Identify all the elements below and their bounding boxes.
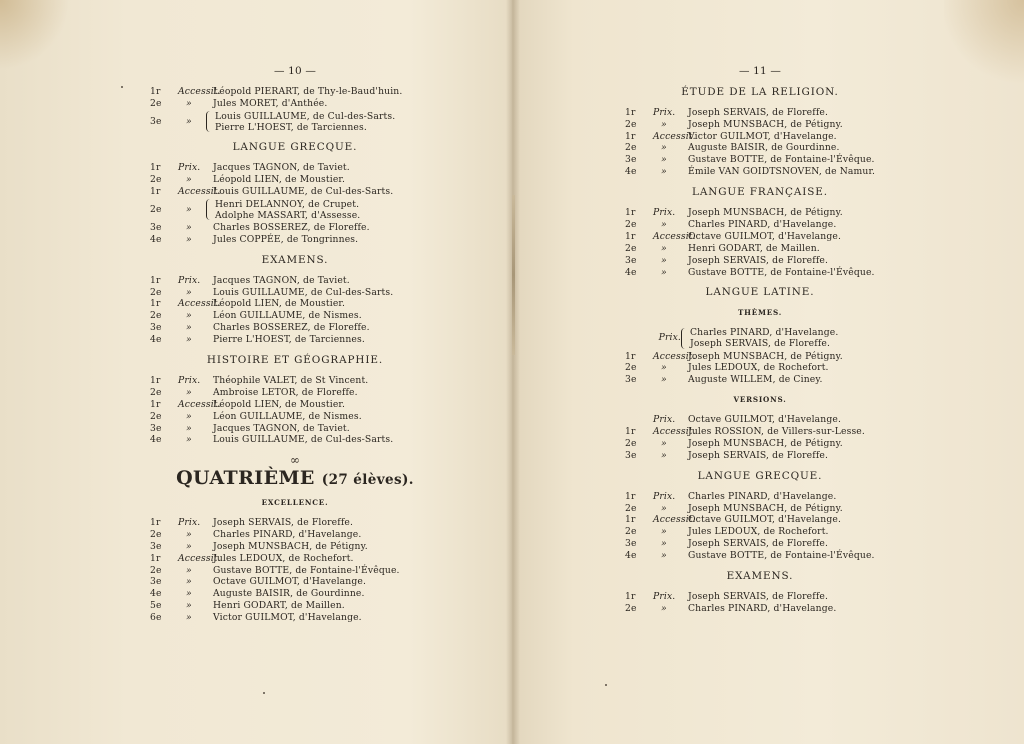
entry-award: » (661, 550, 667, 562)
entry-award: » (661, 538, 667, 550)
entry-name: Léon GUILLAUME, de Nismes. (213, 410, 362, 422)
entry-name: Henri GODART, de Maillen. (213, 600, 345, 612)
entry-award: » (661, 218, 667, 230)
entry-rank: 3e (150, 322, 162, 334)
entry-name: Joseph SERVAIS, de Floreffe. (688, 254, 829, 266)
entry-award: » (661, 254, 667, 266)
list-item (625, 154, 895, 166)
entry-name: Jules COPPÉE, de Tongrinnes. (213, 233, 359, 245)
entry-name: Jules LEDOUX, de Rochefort. (688, 526, 829, 538)
list-item (215, 199, 360, 210)
list-item (625, 362, 895, 374)
entry-award: Accessit. (653, 514, 696, 526)
entry-award: » (186, 576, 192, 588)
entry-name: Auguste WILLEM, de Ciney. (688, 374, 823, 386)
themes-brace-group (625, 327, 895, 349)
brace-entry (150, 111, 440, 133)
entry-rank: 6e (150, 612, 162, 624)
entry-award: Prix. (178, 274, 201, 286)
themes-entries (625, 351, 895, 387)
entry-award: Accessit. (178, 85, 221, 97)
entry-name: Joseph SERVAIS, de Floreffe. (688, 449, 829, 461)
entry-award: Accessit. (653, 426, 696, 438)
entry-name: Gustave BOTTE, de Fontaine-l'Évêque. (688, 154, 875, 166)
entry-rank: 1r (625, 426, 636, 438)
entry-rank: 3e (625, 254, 637, 266)
list-item (625, 374, 895, 386)
top-entries (150, 86, 440, 110)
entry-award: » (661, 142, 667, 154)
entry-award: » (661, 437, 667, 449)
entry-rank: 2e (625, 218, 637, 230)
list-item (625, 603, 895, 615)
section-entries (625, 207, 895, 278)
entry-rank: 2e (625, 362, 637, 374)
entry-name: Henri GODART, de Maillen. (688, 242, 820, 254)
list-item (150, 588, 440, 600)
entry-name: Ambroise LETOR, de Floreffe. (213, 386, 358, 398)
entry-award: Prix. (658, 332, 681, 344)
entry-name: Pierre L'HOEST, de Tarciennes. (215, 121, 367, 133)
entry-award: Prix. (653, 207, 676, 219)
list-item (690, 338, 838, 349)
list-item (150, 612, 440, 624)
entry-award: Accessit. (178, 398, 221, 410)
entry-rank: 3e (625, 538, 637, 550)
list-item (625, 107, 895, 119)
class-heading-count: (27 élèves). (321, 472, 414, 489)
entry-name: Gustave BOTTE, de Fontaine-l'Évêque. (688, 266, 875, 278)
brace-label (150, 116, 206, 128)
entry-rank: 1r (150, 274, 161, 286)
list-item (625, 166, 895, 178)
list-item (625, 503, 895, 515)
section-entries (150, 375, 440, 446)
top-brace-group (150, 111, 440, 133)
brace-names (215, 199, 360, 221)
list-item (150, 174, 440, 186)
list-item (150, 565, 440, 577)
list-item (150, 86, 440, 98)
entry-award: » (661, 242, 667, 254)
entry-award: » (186, 286, 192, 298)
list-item (150, 576, 440, 588)
list-item (150, 222, 440, 234)
list-item (150, 517, 440, 529)
entry-name: Henri DELANNOY, de Crupet. (215, 198, 360, 210)
entry-name: Victor GUILMOT, d'Havelange. (213, 612, 362, 624)
binding-thread (512, 195, 515, 355)
entry-name: Charles PINARD, d'Havelange. (688, 602, 837, 614)
entry-award: Prix. (653, 490, 676, 502)
list-item (150, 275, 440, 287)
entry-rank: 1r (625, 207, 636, 219)
entry-rank: 4e (625, 550, 637, 562)
list-item (150, 287, 440, 299)
entry-name: Charles PINARD, d'Havelange. (688, 218, 837, 230)
list-item (150, 375, 440, 387)
entry-name: Joseph SERVAIS, de Floreffe. (688, 106, 829, 118)
entry-name: Théophile VALET, de St Vincent. (213, 374, 369, 386)
entry-name: Charles PINARD, d'Havelange. (690, 327, 839, 339)
subsection-title: VERSIONS. (733, 395, 787, 405)
list-item (150, 334, 440, 346)
list-item (625, 351, 895, 363)
entry-rank: 3e (150, 422, 162, 434)
entry-name: Octave GUILMOT, d'Havelange. (213, 576, 367, 588)
entry-name: Léopold LIEN, de Moustier. (213, 398, 346, 410)
list-item (150, 411, 440, 423)
entry-award: » (186, 222, 192, 234)
list-item (150, 162, 440, 174)
list-item (625, 526, 895, 538)
entry-award: » (186, 322, 192, 334)
list-item (150, 387, 440, 399)
entry-name: Joseph SERVAIS, de Floreffe. (690, 338, 831, 350)
entry-name: Louis GUILLAUME, de Cul-des-Sarts. (213, 286, 394, 298)
section-title: EXAMENS. (726, 569, 794, 582)
entry-award: » (186, 386, 192, 398)
entry-name: Gustave BOTTE, de Fontaine-l'Évêque. (213, 564, 400, 576)
entry-rank: 4e (625, 266, 637, 278)
entry-name: Octave GUILMOT, d'Havelange. (688, 230, 842, 242)
left-page-column (150, 66, 440, 624)
entry-rank: 1r (150, 517, 161, 529)
entry-rank: 4e (150, 233, 162, 245)
entry-name: Gustave BOTTE, de Fontaine-l'Évêque. (688, 550, 875, 562)
entry-name: Joseph SERVAIS, de Floreffe. (213, 517, 354, 529)
book-gutter (506, 0, 520, 744)
entry-rank: 3e (625, 374, 637, 386)
brace-label (150, 204, 206, 216)
entry-rank: 1r (150, 185, 161, 197)
entry-award: » (661, 362, 667, 374)
list-item (625, 438, 895, 450)
entry-rank: 4e (150, 334, 162, 346)
entry-rank: 2e (625, 602, 637, 614)
entry-award: » (661, 166, 667, 178)
section-title: LANGUE GRECQUE. (697, 469, 823, 482)
list-item (625, 550, 895, 562)
section-entries (625, 107, 895, 178)
entry-award: » (661, 266, 667, 278)
entry-award: Accessit. (178, 298, 221, 310)
entry-rank: 2e (150, 310, 162, 322)
entry-name: Jules LEDOUX, de Rochefort. (213, 552, 354, 564)
list-item (215, 111, 395, 122)
entry-rank: 1r (150, 552, 161, 564)
entry-award: » (661, 449, 667, 461)
ornament: ∞ (289, 453, 301, 468)
paper-stain (944, 0, 1024, 90)
page-number: — 11 — (739, 65, 781, 77)
entry-rank: 1r (150, 374, 161, 386)
entry-rank: 1r (625, 490, 636, 502)
entry-award: » (186, 203, 192, 215)
entry-name: Jules LEDOUX, de Rochefort. (688, 362, 829, 374)
entry-award: Prix. (653, 106, 676, 118)
list-item (150, 600, 440, 612)
entry-name: Louis GUILLAUME, de Cul-des-Sarts. (213, 434, 394, 446)
entry-award: » (661, 154, 667, 166)
entry-rank: 2e (150, 410, 162, 422)
entry-rank: 2e (150, 528, 162, 540)
entry-award: » (186, 612, 192, 624)
right-sections (625, 87, 895, 279)
paper-speck (263, 692, 265, 694)
versions-entries (625, 414, 895, 462)
list-item (150, 423, 440, 435)
entry-name: Jules ROSSION, de Villers-sur-Lesse. (688, 426, 865, 438)
list-item (625, 426, 895, 438)
entry-rank: 2e (150, 286, 162, 298)
entry-award: Prix. (653, 590, 676, 602)
list-item (150, 529, 440, 541)
entry-name: Joseph MUNSBACH, de Pétigny. (688, 437, 843, 449)
entry-name: Émile VAN GOIDTSNOVEN, de Namur. (688, 166, 876, 178)
excellence-title: EXCELLENCE. (261, 498, 329, 508)
list-item (625, 243, 895, 255)
entry-name: Léopold LIEN, de Moustier. (213, 173, 346, 185)
section-title: LANGUE FRANÇAISE. (692, 186, 828, 199)
list-item (625, 450, 895, 462)
excellence-entries (150, 517, 440, 624)
entry-rank: 1r (625, 130, 636, 142)
list-item (625, 207, 895, 219)
list-item (625, 591, 895, 603)
entry-award: » (186, 434, 192, 446)
entry-name: Joseph MUNSBACH, de Pétigny. (688, 350, 843, 362)
entry-rank: 2e (150, 173, 162, 185)
entry-name: Léon GUILLAUME, de Nismes. (213, 310, 362, 322)
entry-rank: 1r (625, 106, 636, 118)
entry-rank: 1r (150, 85, 161, 97)
section-title: LANGUE LATINE. (705, 286, 815, 299)
entry-name: Charles BOSSEREZ, de Floreffe. (213, 322, 370, 334)
entry-rank: 2e (150, 564, 162, 576)
entry-name: Jacques TAGNON, de Taviet. (213, 274, 350, 286)
list-item (150, 298, 440, 310)
entry-award: » (186, 540, 192, 552)
entry-name: Louis GUILLAUME, de Cul-des-Sarts. (213, 185, 394, 197)
entry-rank: 2e (625, 118, 637, 130)
entry-name: Joseph SERVAIS, de Floreffe. (688, 538, 829, 550)
list-item (625, 131, 895, 143)
list-item (625, 142, 895, 154)
right-page (512, 0, 1024, 744)
list-item (625, 491, 895, 503)
entry-award: Prix. (653, 414, 676, 426)
list-item (215, 122, 395, 133)
entry-name: Joseph MUNSBACH, de Pétigny. (688, 118, 843, 130)
entry-rank: 1r (625, 590, 636, 602)
list-item (150, 310, 440, 322)
paper-stain (0, 0, 70, 70)
entry-rank: 1r (625, 230, 636, 242)
entry-award: » (186, 115, 192, 127)
entry-name: Louis GUILLAUME, de Cul-des-Sarts. (215, 110, 396, 122)
entry-rank: 4e (150, 588, 162, 600)
entry-name: Jacques TAGNON, de Taviet. (213, 161, 350, 173)
entry-rank: 5e (150, 600, 162, 612)
entry-name: Auguste BAISIR, de Gourdinne. (688, 142, 840, 154)
entry-name: Joseph MUNSBACH, de Pétigny. (213, 540, 368, 552)
list-item (625, 267, 895, 279)
entry-award: » (186, 528, 192, 540)
entry-award: Accessit. (653, 230, 696, 242)
entry-rank (625, 414, 653, 426)
entry-rank: 2e (150, 386, 162, 398)
list-item (625, 219, 895, 231)
entry-rank: 2e (625, 437, 637, 449)
brace-mark (681, 328, 688, 349)
section-title: LANGUE GRECQUE. (232, 141, 358, 154)
entry-award: » (661, 118, 667, 130)
paper-speck (121, 86, 123, 88)
entry-name: Auguste BAISIR, de Gourdinne. (213, 588, 365, 600)
list-item (150, 234, 440, 246)
entry-rank: 3e (150, 540, 162, 552)
list-item (625, 414, 895, 426)
entry-rank: 1r (150, 298, 161, 310)
entry-award: » (186, 600, 192, 612)
section-entries (625, 591, 895, 615)
entry-name: Jules MORET, d'Anthée. (213, 97, 328, 109)
entry-rank: 3e (625, 449, 637, 461)
page-number: — 10 — (274, 65, 316, 77)
entry-award: » (186, 410, 192, 422)
entry-rank: 1r (625, 350, 636, 362)
entry-name: Octave GUILMOT, d'Havelange. (688, 414, 842, 426)
left-sections (150, 142, 440, 446)
entry-award: » (186, 310, 192, 322)
entry-award: Accessit. (653, 130, 696, 142)
entry-rank: 1r (150, 161, 161, 173)
entry-award: » (186, 97, 192, 109)
entry-award: » (186, 173, 192, 185)
list-item (625, 514, 895, 526)
entry-rank: 1r (150, 398, 161, 410)
list-item (690, 327, 838, 338)
entry-award: » (186, 233, 192, 245)
entry-name: Joseph MUNSBACH, de Pétigny. (688, 502, 843, 514)
entry-rank: 2e (625, 502, 637, 514)
entry-name: Pierre L'HOEST, de Tarciennes. (213, 334, 365, 346)
list-item (150, 541, 440, 553)
section-title: EXAMENS. (261, 253, 329, 266)
brace-label (625, 332, 681, 344)
entry-award: Prix. (178, 161, 201, 173)
entry-rank: 3e (150, 115, 162, 127)
entry-rank: 4e (625, 166, 637, 178)
list-item (150, 553, 440, 565)
right-page-column (625, 66, 895, 615)
list-item (150, 399, 440, 411)
list-item (150, 186, 440, 198)
list-item (215, 210, 360, 221)
subsection-title: THÈMES. (737, 308, 783, 318)
entry-award: » (661, 526, 667, 538)
entry-name: Octave GUILMOT, d'Havelange. (688, 514, 842, 526)
entry-rank: 1r (625, 514, 636, 526)
entry-rank: 2e (625, 142, 637, 154)
section-entries (150, 162, 440, 246)
brace-names (690, 327, 838, 349)
entry-award: Prix. (178, 374, 201, 386)
entry-award: » (186, 334, 192, 346)
entry-award: Accessit. (178, 185, 221, 197)
section-entries (150, 275, 440, 346)
section-entries (625, 491, 895, 562)
list-item (625, 231, 895, 243)
entry-award: Accessit. (653, 350, 696, 362)
entry-rank: 2e (625, 242, 637, 254)
list-item (625, 119, 895, 131)
brace-mark (206, 199, 213, 220)
entry-name: Jacques TAGNON, de Taviet. (213, 422, 350, 434)
entry-name: Joseph SERVAIS, de Floreffe. (688, 590, 829, 602)
entry-award: » (661, 502, 667, 514)
entry-award: » (186, 588, 192, 600)
entry-name: Charles PINARD, d'Havelange. (213, 528, 362, 540)
entry-name: Victor GUILMOT, d'Havelange. (688, 130, 837, 142)
class-heading-title: QUATRIÈME (176, 467, 315, 490)
entry-name: Charles BOSSEREZ, de Floreffe. (213, 222, 370, 234)
entry-award: » (186, 564, 192, 576)
class-heading (150, 467, 440, 490)
list-item (150, 98, 440, 110)
entry-award: Accessit. (178, 552, 221, 564)
entry-rank: 4e (150, 434, 162, 446)
entry-award: » (661, 602, 667, 614)
list-item (150, 434, 440, 446)
entry-rank: 3e (150, 222, 162, 234)
entry-rank: 3e (150, 576, 162, 588)
brace-mark (206, 111, 213, 132)
entry-name: Adolphe MASSART, d'Assesse. (215, 209, 361, 221)
list-item (150, 322, 440, 334)
entry-award: » (661, 374, 667, 386)
entry-award: » (186, 422, 192, 434)
entry-rank: 2e (625, 526, 637, 538)
paper-speck (605, 684, 607, 686)
entry-name: Charles PINARD, d'Havelange. (688, 490, 837, 502)
entry-rank: 3e (625, 154, 637, 166)
section-title: ÉTUDE DE LA RELIGION. (681, 85, 839, 98)
entry-name: Léopold PIERART, de Thy-le-Baud'huin. (213, 85, 403, 97)
entry-rank: 2e (150, 203, 162, 215)
entry-award: Prix. (178, 517, 201, 529)
list-item (625, 538, 895, 550)
brace-entry (625, 327, 895, 349)
brace-entry (150, 199, 440, 221)
right-sections-after (625, 471, 895, 615)
entry-name: Joseph MUNSBACH, de Pétigny. (688, 207, 843, 219)
section-title: HISTOIRE ET GÉOGRAPHIE. (206, 354, 384, 367)
entry-rank: 2e (150, 97, 162, 109)
entry-name: Léopold LIEN, de Moustier. (213, 298, 346, 310)
list-item (625, 255, 895, 267)
brace-names (215, 111, 395, 133)
